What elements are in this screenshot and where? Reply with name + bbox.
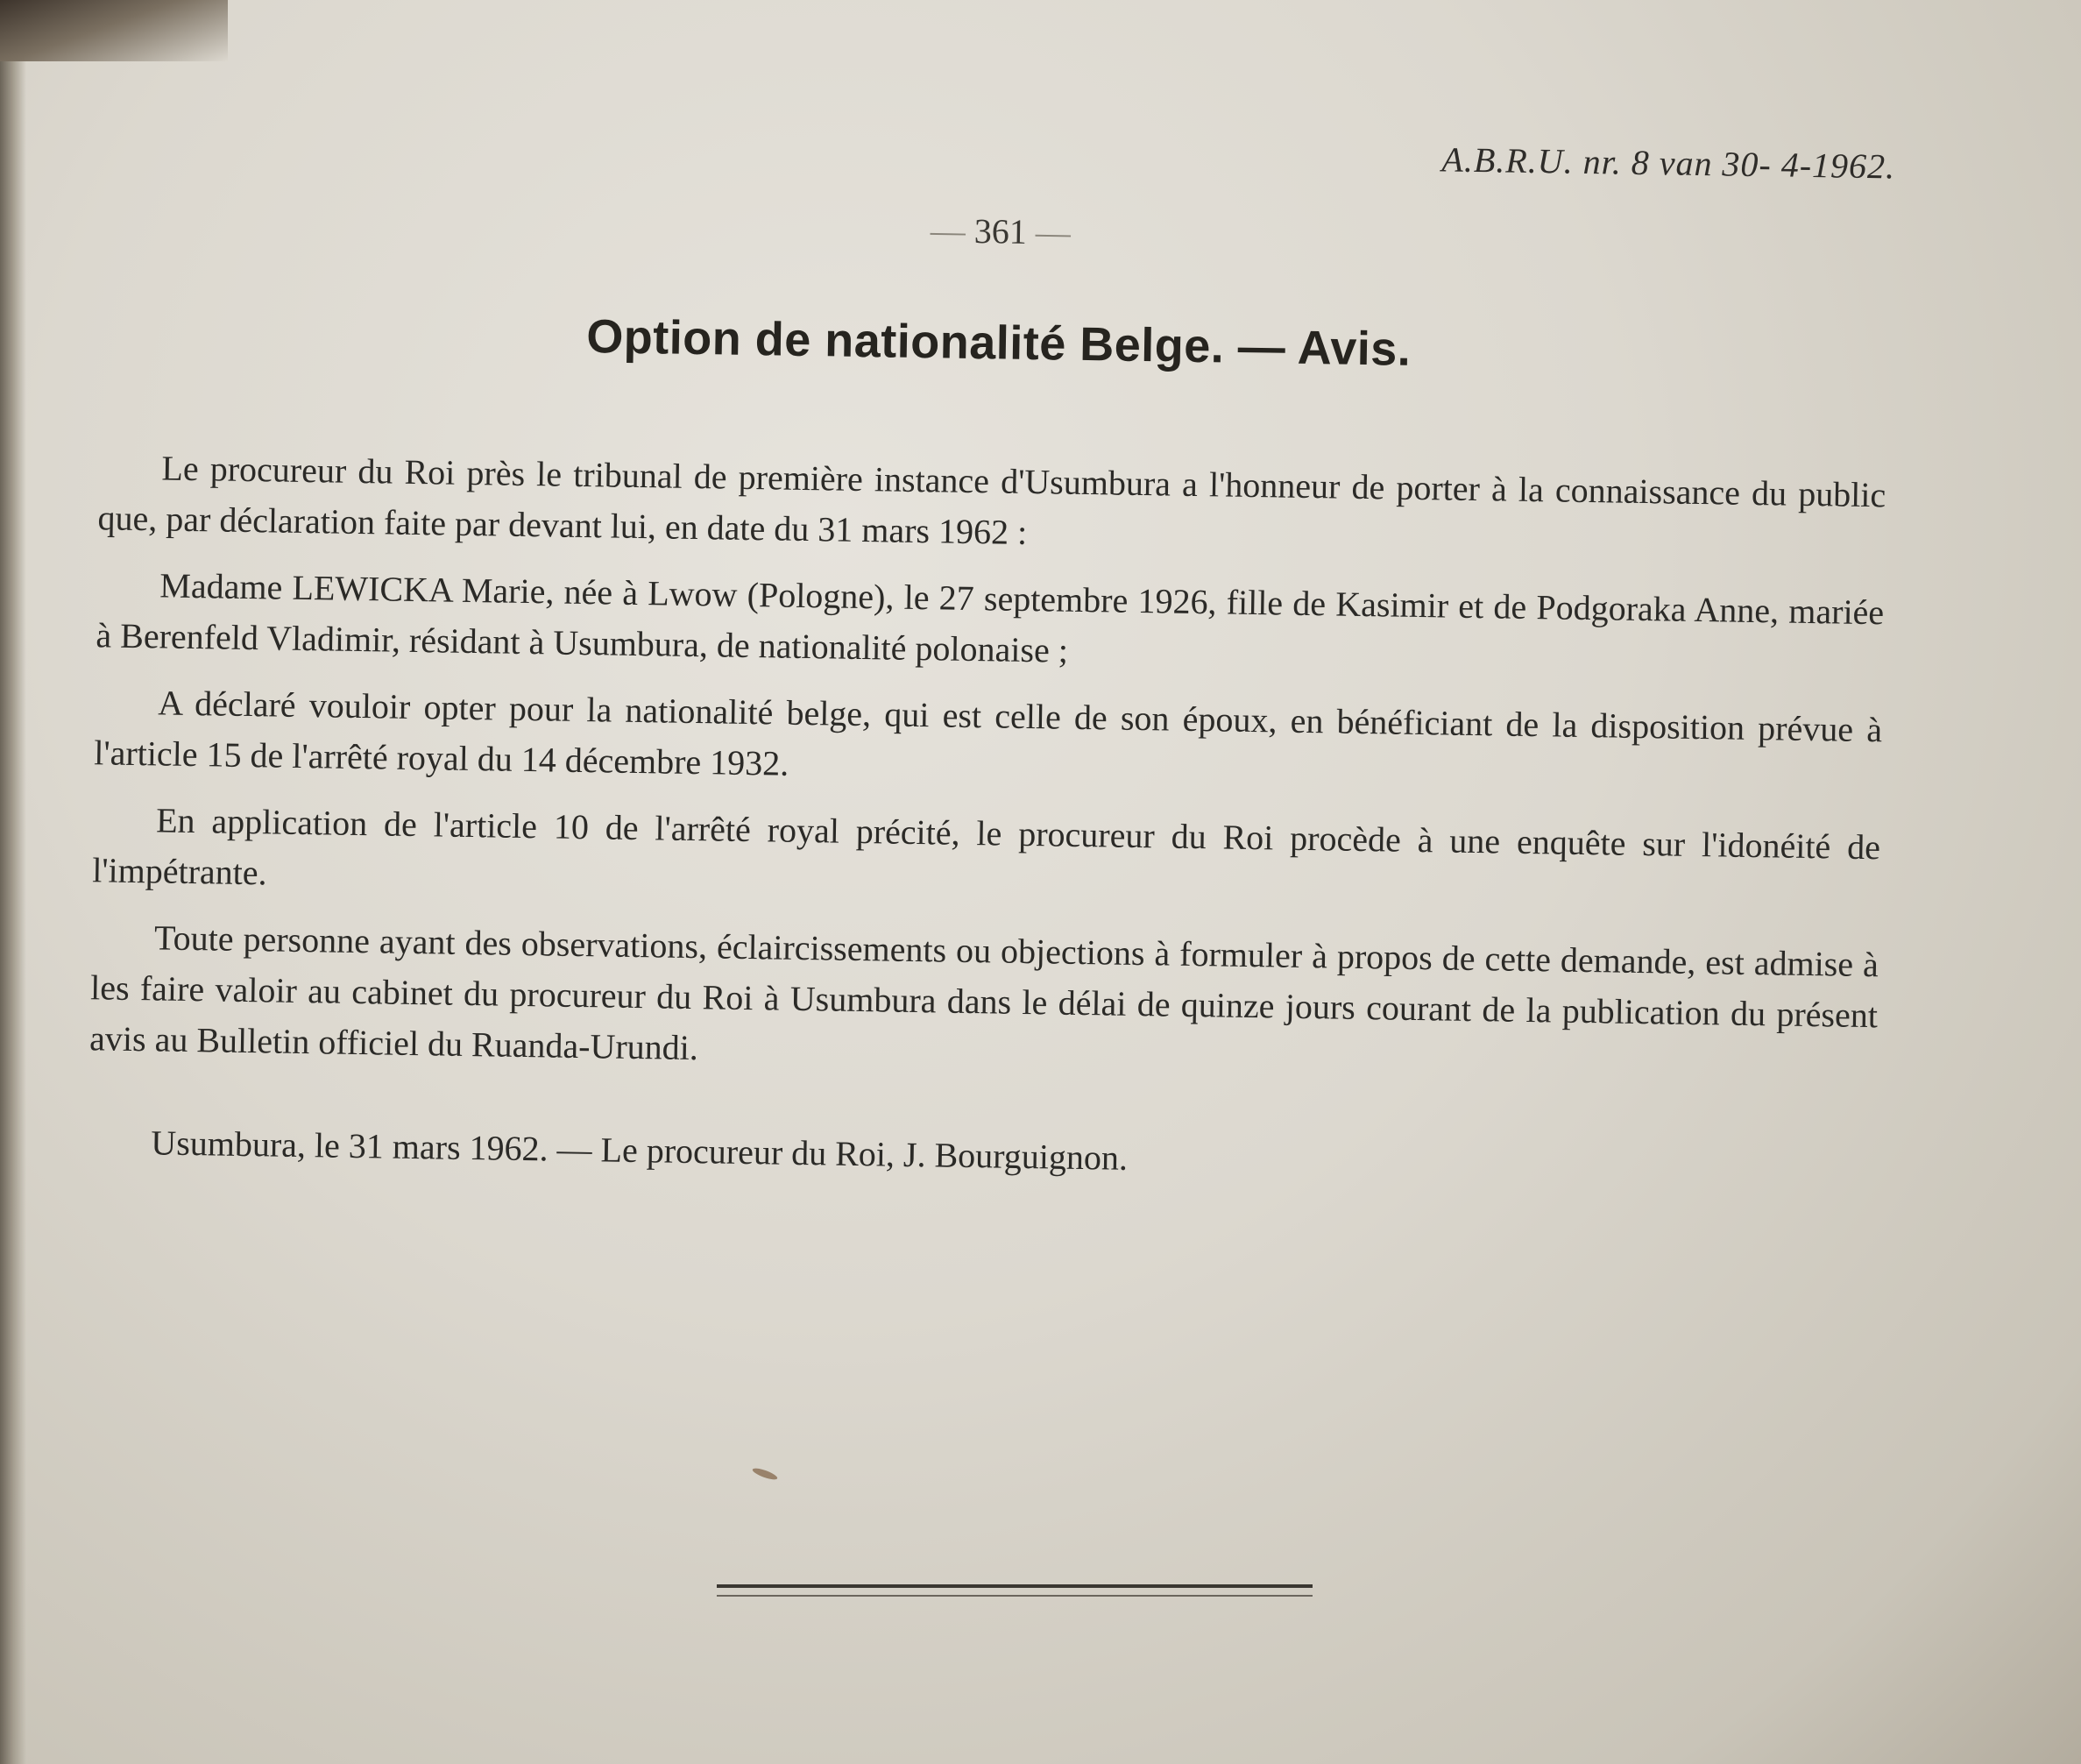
end-rule-top — [717, 1584, 1313, 1588]
bulletin-reference: A.B.R.U. nr. 8 van 30- 4-1962. — [1441, 139, 1896, 187]
paragraph-applicant: Madame LEWICKA Marie, née à Lwow (Pologne), le 27 septembre 1926, fille de Kasimir et de Podgoraka Anne, mariée à Berenfeld Vladimir, résidant à Usumbura, de nationalité polonaise ; — [96, 565, 1885, 670]
paragraph-announcement: Le procureur du Roi près le tribunal de première instance d'Usumbura a l'honneur de porter à la connaissance du public que, par déclaration faite par devant lui, en date du 31 mars 1962 : — [97, 448, 1886, 552]
notice-body — [89, 442, 1886, 1108]
notice-title: Option de nationalité Belge. — Avis. — [585, 310, 1412, 376]
page-number-value: 361 — [973, 210, 1028, 251]
signature-line: Usumbura, le 31 mars 1962. — Le procureur du Roi, J. Bourguignon. — [151, 1123, 1129, 1178]
paragraph-inquiry: En application de l'article 10 de l'arrêté royal précité, le procureur du Roi procède à une enquête sur l'idonéité de l'impétrante. — [91, 800, 1881, 893]
end-rule-bottom — [717, 1595, 1313, 1597]
page-number — [103, 196, 1899, 266]
page-content — [78, 0, 1901, 1764]
page-number-dash-left: — — [930, 210, 966, 251]
page-number-dash-right: — — [1035, 212, 1072, 252]
paragraph-objections: Toute personne ayant des observations, éclaircissements ou objections à formuler à propos de cette demande, est admise à les faire valoir au cabinet du procureur du Roi à Usumbura dans le délai de quinze jours courant de la publication du présent avis au Bulletin officiel du Ruanda-Urundi. — [88, 917, 1879, 1068]
paragraph-declaration: A déclaré vouloir opter pour la nationalité belge, qui est celle de son époux, en bénéficiant de la disposition prévue à l'article 15 de l'arrêté royal du 14 décembre 1932. — [94, 683, 1883, 783]
page-edge-shadow — [0, 0, 26, 1764]
